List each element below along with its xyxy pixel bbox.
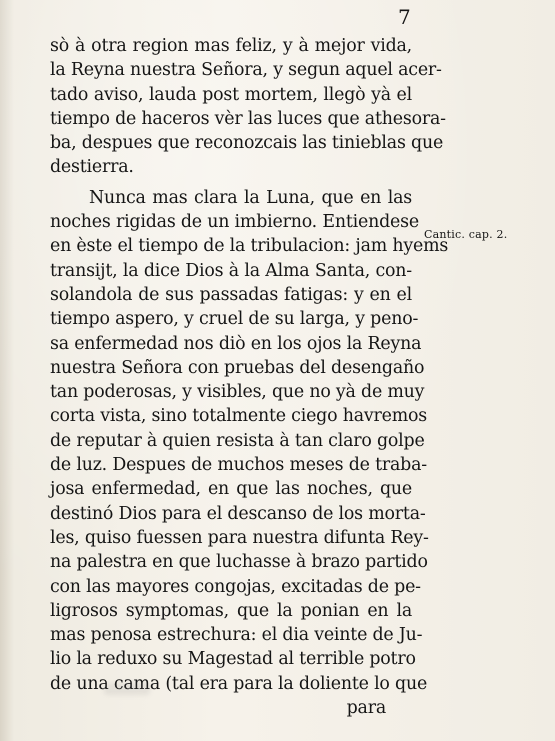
- text-line: de luz. Despues de muchos meses de traba-: [50, 455, 427, 476]
- text-line: de reputar à quien resista à tan claro golpe: [50, 430, 425, 451]
- text-line: la Reyna nuestra Señora, y segun aquel acer-: [50, 60, 442, 81]
- page-number: 7: [398, 5, 411, 29]
- text-line: tiempo de haceros vèr las luces que athesora-: [50, 108, 446, 129]
- text-line: solandola de sus passadas fatigas: y en el: [50, 284, 412, 305]
- text-line: destinó Dios para el descanso de los morta-: [50, 503, 426, 524]
- body-text: [50, 34, 449, 720]
- text-line: sa enfermedad nos diò en los ojos la Reyna: [50, 333, 422, 354]
- text-line: ligrosos symptomas, que la ponian en la: [50, 600, 412, 621]
- text-line: transijt, la dice Dios à la Alma Santa, con-: [50, 260, 412, 281]
- text-line: noches rigidas de un imbierno. Entiendese: [50, 212, 419, 233]
- text-line: en èste el tiempo de la tribulacion: jam hyems: [50, 236, 449, 257]
- text-line: corta vista, sino totalmente ciego havremos: [50, 406, 427, 427]
- ink-smudge: [104, 683, 150, 695]
- text-line: nuestra Señora con pruebas del desengaño: [50, 357, 425, 378]
- catchword: para: [346, 698, 386, 719]
- text-line: lio la reduxo su Magestad al terrible potro: [50, 649, 416, 670]
- margin-note: Cantic. cap. 2.: [424, 228, 508, 241]
- text-line: tado aviso, lauda post mortem, llegò yà el: [50, 84, 412, 105]
- text-line: ba, despues que reconozcais las tinieblas que: [50, 133, 444, 154]
- text-line: mas penosa estrechura: el dia veinte de Ju-: [50, 625, 423, 646]
- text-line: les, quiso fuessen para nuestra difunta Rey-: [50, 527, 429, 548]
- text-line: na palestra en que luchasse à brazo partido: [50, 552, 428, 573]
- text-line: tiempo aspero, y cruel de su larga, y peno-: [50, 309, 419, 330]
- text-line: destierra.: [50, 157, 134, 178]
- text-line: con las mayores congojas, excitadas de pe-: [50, 576, 421, 597]
- text-line: josa enfermedad, en que las noches, que: [50, 479, 412, 500]
- text-line: de una cama (tal era para la doliente lo que: [50, 673, 428, 694]
- text-line: sò à otra region mas feliz, y à mejor vida,: [50, 36, 412, 56]
- text-line: tan poderosas, y visibles, que no yà de muy: [50, 382, 425, 403]
- text-line: Nunca mas clara la Luna, que en las: [89, 187, 412, 208]
